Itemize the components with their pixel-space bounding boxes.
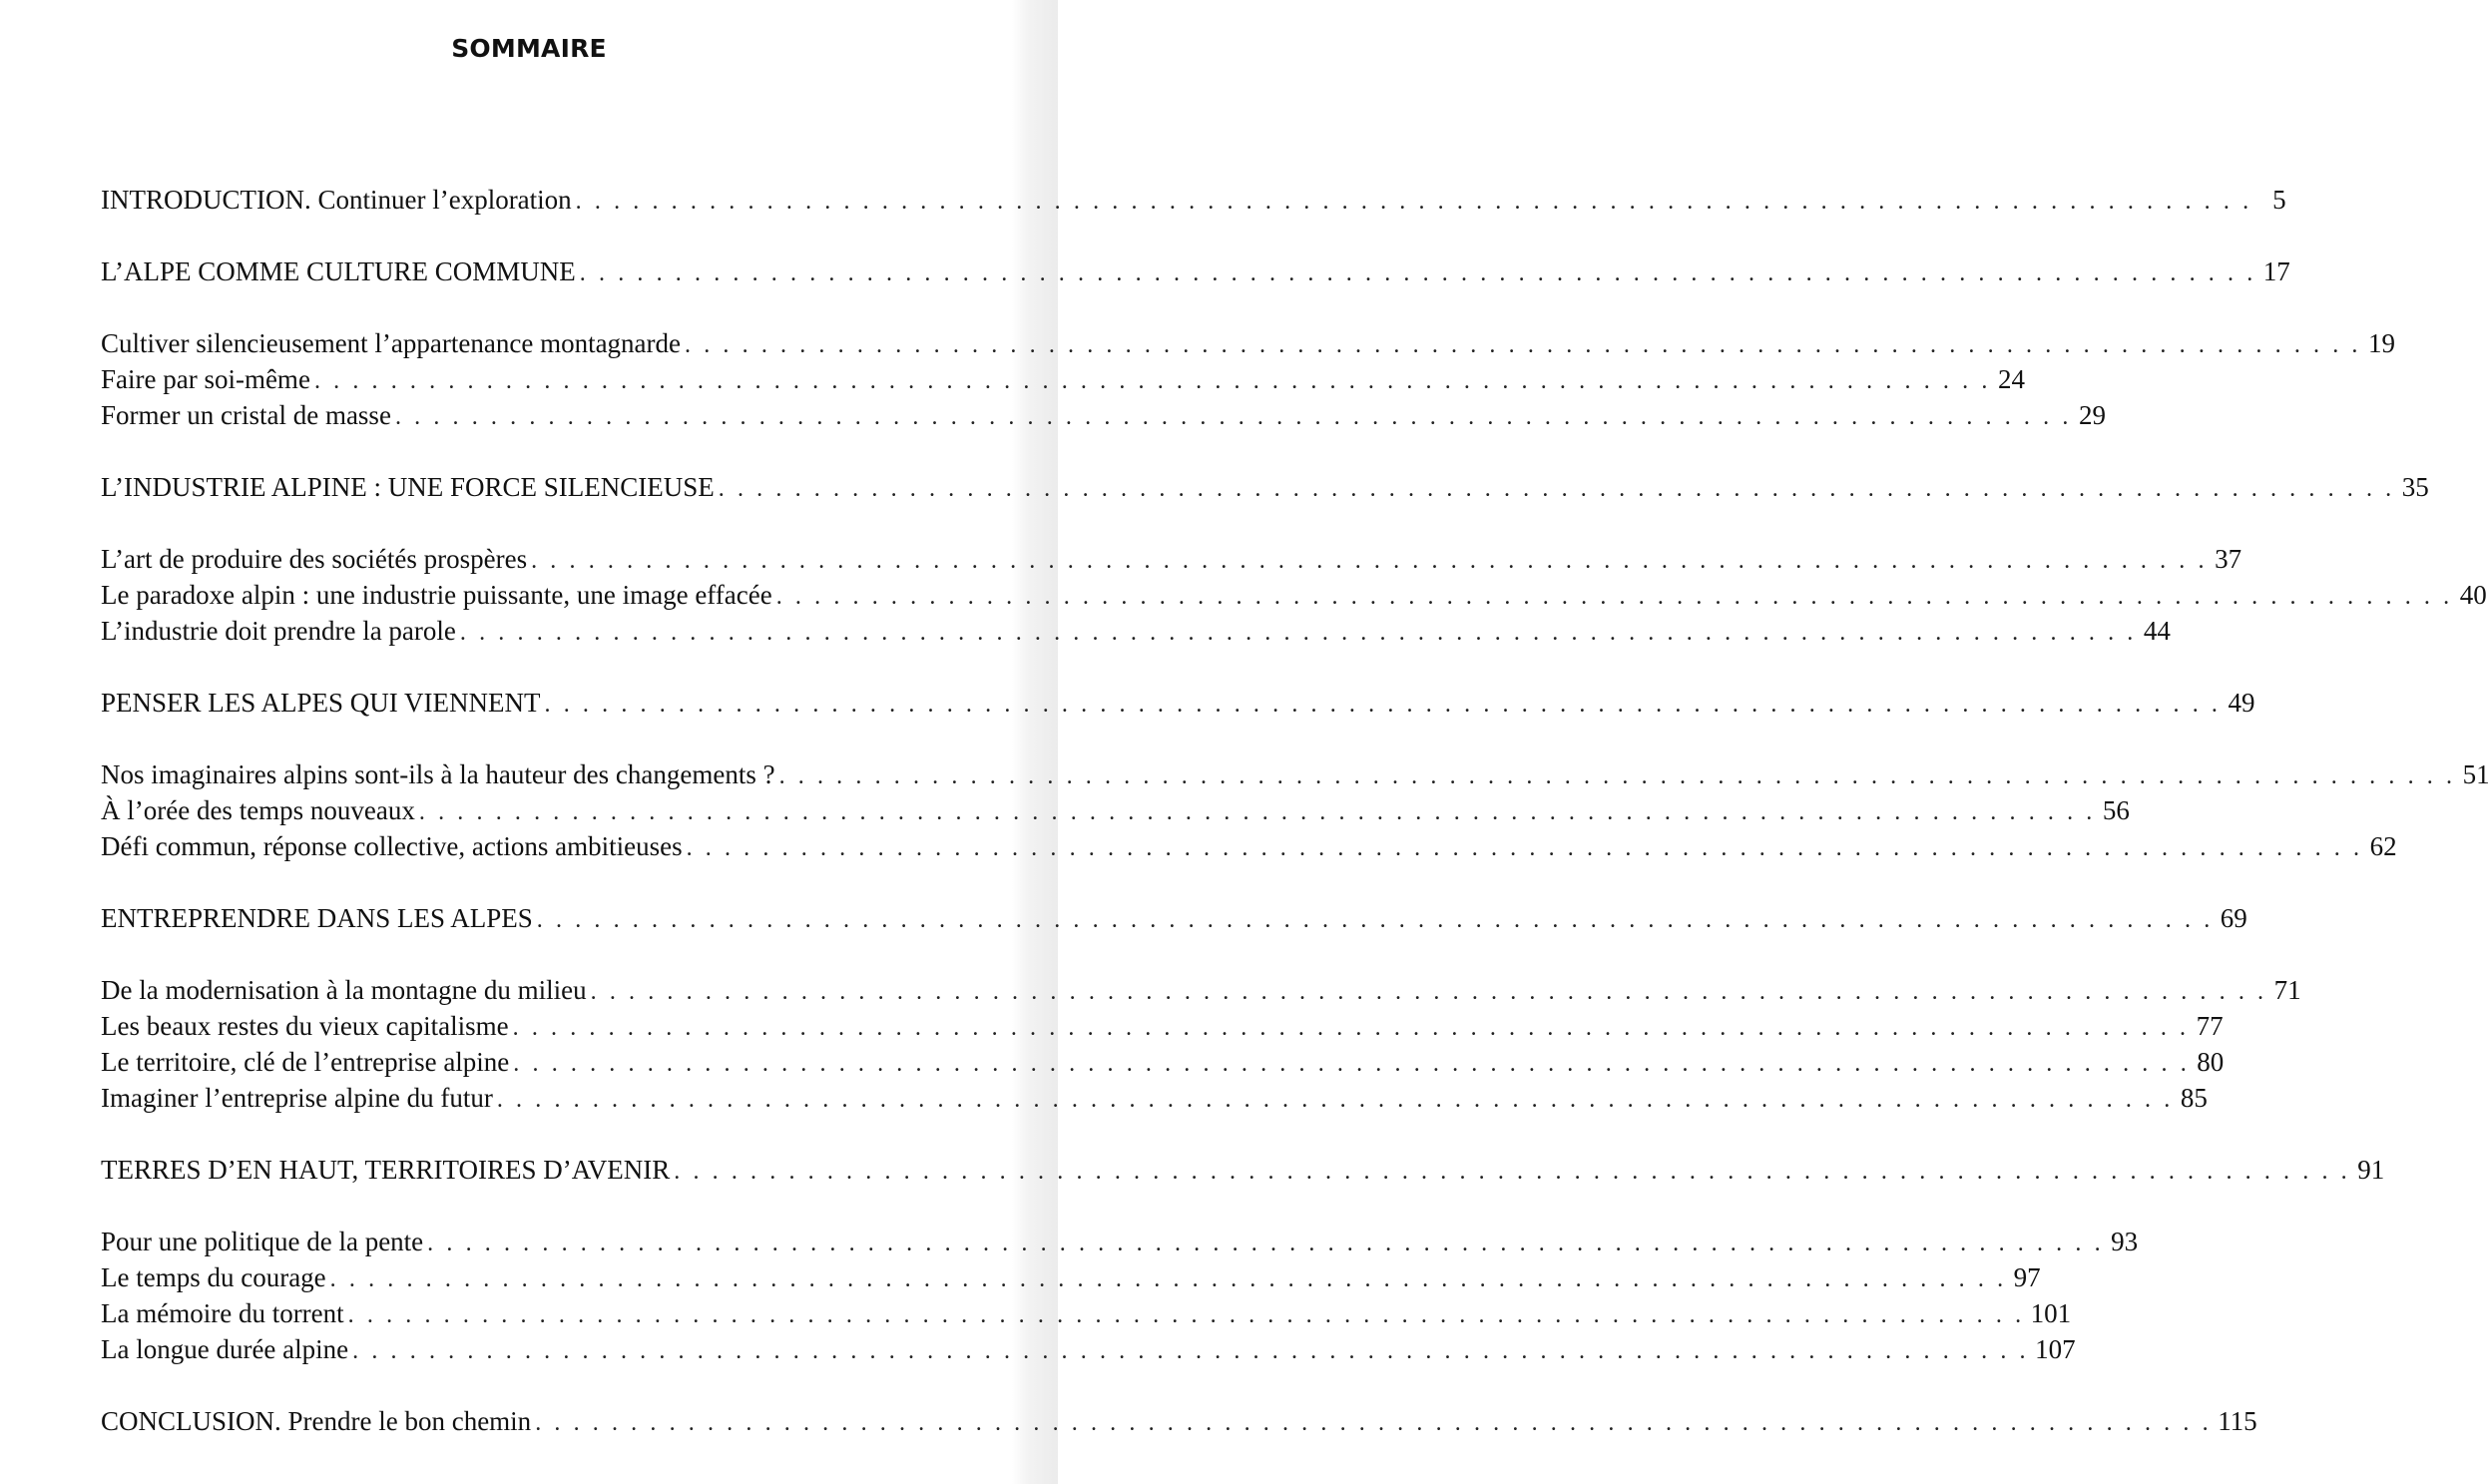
dot-leader: . . . . . . . . . . . . . . . . . . . . . . . . . . . . . . . . . . . . . . . . . . . . . . . . . . . . . . . . . . . . . . . . . . . . . . . . . . . . . . . . . . . . . . . .: [496, 1087, 2174, 1113]
dot-leader: . . . . . . . . . . . . . . . . . . . . . . . . . . . . . . . . . . . . . . . . . . . . . . . . . . . . . . . . . . . . . . . . . . . . . . . . . . . . . . . . . . . . . . . .: [513, 1051, 2191, 1077]
toc-entry-page: 62: [2369, 831, 2397, 861]
toc-entry-page: 40: [2459, 580, 2487, 610]
toc-entry-chapter[interactable]: [101, 577, 2487, 613]
toc-entry-label: La longue durée alpine: [101, 1334, 349, 1364]
dot-leader: . . . . . . . . . . . . . . . . . . . . . . . . . . . . . . . . . . . . . . . . . . . . . . . . . . . . . . . . . . . . . . . . . . . . . . . . . . . . . . . . . . . . . . . .: [778, 763, 2456, 789]
dot-leader: . . . . . . . . . . . . . . . . . . . . . . . . . . . . . . . . . . . . . . . . . . . . . . . . . . . . . . . . . . . . . . . . . . . . . . . . . . . . . . . . . . . . . . . .: [347, 1302, 2025, 1328]
dot-leader: . . . . . . . . . . . . . . . . . . . . . . . . . . . . . . . . . . . . . . . . . . . . . . . . . . . . . . . . . . . . . . . . . . . . . . . . . . . . . . . . . . . . . . . .: [685, 332, 2362, 358]
toc-entry-page: 49: [2228, 688, 2255, 718]
toc-entry-label: Nos imaginaires alpins sont-ils à la hauteur des changements ?: [101, 759, 775, 789]
dot-leader: . . . . . . . . . . . . . . . . . . . . . . . . . . . . . . . . . . . . . . . . . . . . . . . . . . . . . . . . . . . . . . . . . . . . . . . . . . . . . . . . . . . . . . . .: [535, 1410, 2213, 1436]
toc-entry-label: L’ALPE COMME CULTURE COMMUNE: [101, 256, 576, 286]
toc-entry-page: 44: [2143, 616, 2171, 646]
toc-entry-label: Cultiver silencieusement l’appartenance montagnarde: [101, 328, 682, 358]
toc-entry-page: 93: [2111, 1227, 2139, 1256]
toc-entry-chapter[interactable]: [101, 1224, 2139, 1259]
dot-leader: . . . . . . . . . . . . . . . . . . . . . . . . . . . . . . . . . . . . . . . . . . . . . . . . . . . . . . . . . . . . . . . . . . . . . . . . . . . . . . . . . . . . . . . .: [686, 835, 2363, 861]
dot-leader: . . . . . . . . . . . . . . . . . . . . . . . . . . . . . . . . . . . . . . . . . . . . . . . . . . . . . . . . . . . . . . . . . . . . . . . . . . . . . . . . . . . . . . . .: [536, 907, 2214, 933]
toc-entry-page: 107: [2035, 1334, 2076, 1364]
toc-entry-label: Le temps du courage: [101, 1262, 326, 1292]
dot-leader: . . . . . . . . . . . . . . . . . . . . . . . . . . . . . . . . . . . . . . . . . . . . . . . . . . . . . . . . . . . . . . . . . . . . . . . . . . . . . . . . . . . . . . . .: [329, 1266, 2007, 1292]
dot-leader: . . . . . . . . . . . . . . . . . . . . . . . . . . . . . . . . . . . . . . . . . . . . . . . . . . . . . . . . . . . . . . . . . . . . . . . . . . . . . . . . . . . . . . . .: [352, 1338, 2030, 1364]
dot-leader: . . . . . . . . . . . . . . . . . . . . . . . . . . . . . . . . . . . . . . . . . . . . . . . . . . . . . . . . . . . . . . . . . . . . . . . . . . . . . . . . . . . . . . . .: [579, 260, 2256, 286]
toc-entry-page: 71: [2273, 975, 2301, 1005]
toc-entry-chapter[interactable]: [101, 1331, 2076, 1367]
dot-leader: . . . . . . . . . . . . . . . . . . . . . . . . . . . . . . . . . . . . . . . . . . . . . . . . . . . . . . . . . . . . . . . . . . . . . . . . . . . . . . . . . . . . . . . .: [544, 692, 2222, 718]
toc-entry-chapter[interactable]: [101, 613, 2171, 649]
toc-entry-page: 77: [2196, 1011, 2224, 1041]
toc-entry-chapter[interactable]: [101, 325, 2396, 361]
toc-entry-label: Défi commun, réponse collective, actions ambitieuses: [101, 831, 683, 861]
toc-entry-label: Imaginer l’entreprise alpine du futur: [101, 1083, 493, 1113]
dot-leader: . . . . . . . . . . . . . . . . . . . . . . . . . . . . . . . . . . . . . . . . . . . . . . . . . . . . . . . . . . . . . . . . . . . . . . . . . . . . . . . . . . . . . . . .: [575, 189, 2252, 215]
toc-entry-label: La mémoire du torrent: [101, 1298, 344, 1328]
toc-entry-label: ENTREPRENDRE DANS LES ALPES: [101, 903, 533, 933]
dot-leader: . . . . . . . . . . . . . . . . . . . . . . . . . . . . . . . . . . . . . . . . . . . . . . . . . . . . . . . . . . . . . . . . . . . . . . . . . . . . . . . . . . . . . . . .: [590, 979, 2267, 1005]
toc-entry-page: 56: [2102, 795, 2130, 825]
toc-entry-chapter[interactable]: [101, 972, 2301, 1008]
toc-entry-chapter[interactable]: [101, 541, 2242, 577]
toc-entry-introduction[interactable]: [101, 182, 2286, 218]
toc-entry-conclusion[interactable]: [101, 1403, 2257, 1439]
toc-entry-chapter[interactable]: [101, 1259, 2041, 1295]
toc-entry-page: 115: [2218, 1406, 2257, 1436]
toc-entry-chapter[interactable]: [101, 792, 2130, 828]
toc-entry-chapter[interactable]: [101, 397, 2106, 433]
toc-entry-page: 80: [2197, 1047, 2225, 1077]
toc-entry-page: 69: [2220, 903, 2247, 933]
table-of-contents: [101, 182, 2490, 1439]
toc-entry-label: L’INDUSTRIE ALPINE : UNE FORCE SILENCIEUSE: [101, 472, 715, 502]
toc-entry-label: L’art de produire des sociétés prospères: [101, 544, 528, 574]
toc-entry-part-2[interactable]: [101, 469, 2429, 505]
toc-entry-chapter[interactable]: [101, 1008, 2224, 1044]
toc-entry-chapter[interactable]: [101, 828, 2397, 864]
toc-entry-page: 85: [2180, 1083, 2208, 1113]
toc-entry-label: Former un cristal de masse: [101, 400, 391, 430]
toc-entry-label: Faire par soi-même: [101, 364, 310, 394]
dot-leader: . . . . . . . . . . . . . . . . . . . . . . . . . . . . . . . . . . . . . . . . . . . . . . . . . . . . . . . . . . . . . . . . . . . . . . . . . . . . . . . . . . . . . . . .: [394, 404, 2072, 430]
toc-entry-page: 35: [2401, 472, 2429, 502]
dot-leader: . . . . . . . . . . . . . . . . . . . . . . . . . . . . . . . . . . . . . . . . . . . . . . . . . . . . . . . . . . . . . . . . . . . . . . . . . . . . . . . . . . . . . . . .: [674, 1159, 2351, 1185]
toc-entry-page: 91: [2357, 1155, 2385, 1185]
dot-leader: . . . . . . . . . . . . . . . . . . . . . . . . . . . . . . . . . . . . . . . . . . . . . . . . . . . . . . . . . . . . . . . . . . . . . . . . . . . . . . . . . . . . . . . .: [418, 799, 2096, 825]
toc-entry-label: Le paradoxe alpin : une industrie puissante, une image effacée: [101, 580, 772, 610]
toc-entry-label: L’industrie doit prendre la parole: [101, 616, 456, 646]
toc-entry-page: 17: [2262, 256, 2290, 286]
toc-entry-page: 5: [2272, 185, 2286, 215]
toc-entry-part-1[interactable]: [101, 253, 2290, 289]
toc-entry-chapter[interactable]: [101, 1044, 2225, 1080]
toc-entry-label: Les beaux restes du vieux capitalisme: [101, 1011, 509, 1041]
toc-entry-label: INTRODUCTION. Continuer l’exploration: [101, 185, 572, 215]
dot-leader: . . . . . . . . . . . . . . . . . . . . . . . . . . . . . . . . . . . . . . . . . . . . . . . . . . . . . . . . . . . . . . . . . . . . . . . . . . . . . . . . . . . . . . . .: [313, 368, 1991, 394]
toc-entry-page: 101: [2030, 1298, 2072, 1328]
toc-entry-label: Pour une politique de la pente: [101, 1227, 424, 1256]
toc-entry-chapter[interactable]: [101, 361, 2025, 397]
dot-leader: . . . . . . . . . . . . . . . . . . . . . . . . . . . . . . . . . . . . . . . . . . . . . . . . . . . . . . . . . . . . . . . . . . . . . . . . . . . . . . . . . . . . . . . .: [427, 1231, 2105, 1256]
dot-leader: . . . . . . . . . . . . . . . . . . . . . . . . . . . . . . . . . . . . . . . . . . . . . . . . . . . . . . . . . . . . . . . . . . . . . . . . . . . . . . . . . . . . . . . .: [718, 476, 2395, 502]
toc-entry-chapter[interactable]: [101, 756, 2490, 792]
toc-entry-part-5[interactable]: [101, 1152, 2385, 1188]
toc-entry-part-3[interactable]: [101, 685, 2255, 721]
dot-leader: . . . . . . . . . . . . . . . . . . . . . . . . . . . . . . . . . . . . . . . . . . . . . . . . . . . . . . . . . . . . . . . . . . . . . . . . . . . . . . . . . . . . . . . .: [531, 548, 2209, 574]
toc-entry-label: TERRES D’EN HAUT, TERRITOIRES D’AVENIR: [101, 1155, 671, 1185]
toc-entry-label: Le territoire, clé de l’entreprise alpine: [101, 1047, 510, 1077]
toc-entry-part-4[interactable]: [101, 900, 2247, 936]
page-title: SOMMAIRE: [451, 34, 607, 63]
toc-entry-label: De la modernisation à la montagne du milieu: [101, 975, 587, 1005]
toc-entry-page: 37: [2215, 544, 2242, 574]
toc-entry-page: 29: [2078, 400, 2106, 430]
toc-entry-page: 19: [2368, 328, 2396, 358]
toc-entry-chapter[interactable]: [101, 1295, 2072, 1331]
toc-entry-chapter[interactable]: [101, 1080, 2208, 1116]
dot-leader: . . . . . . . . . . . . . . . . . . . . . . . . . . . . . . . . . . . . . . . . . . . . . . . . . . . . . . . . . . . . . . . . . . . . . . . . . . . . . . . . . . . . . . . .: [459, 620, 2137, 646]
toc-entry-page: 24: [1997, 364, 2025, 394]
toc-entry-page: 51: [2462, 759, 2490, 789]
toc-entry-label: À l’orée des temps nouveaux: [101, 795, 415, 825]
toc-entry-page: 97: [2013, 1262, 2041, 1292]
dot-leader: . . . . . . . . . . . . . . . . . . . . . . . . . . . . . . . . . . . . . . . . . . . . . . . . . . . . . . . . . . . . . . . . . . . . . . . . . . . . . . . . . . . . . . . .: [775, 584, 2453, 610]
dot-leader: . . . . . . . . . . . . . . . . . . . . . . . . . . . . . . . . . . . . . . . . . . . . . . . . . . . . . . . . . . . . . . . . . . . . . . . . . . . . . . . . . . . . . . . .: [512, 1015, 2190, 1041]
toc-entry-label: CONCLUSION. Prendre le bon chemin: [101, 1406, 532, 1436]
toc-entry-label: PENSER LES ALPES QUI VIENNENT: [101, 688, 541, 718]
